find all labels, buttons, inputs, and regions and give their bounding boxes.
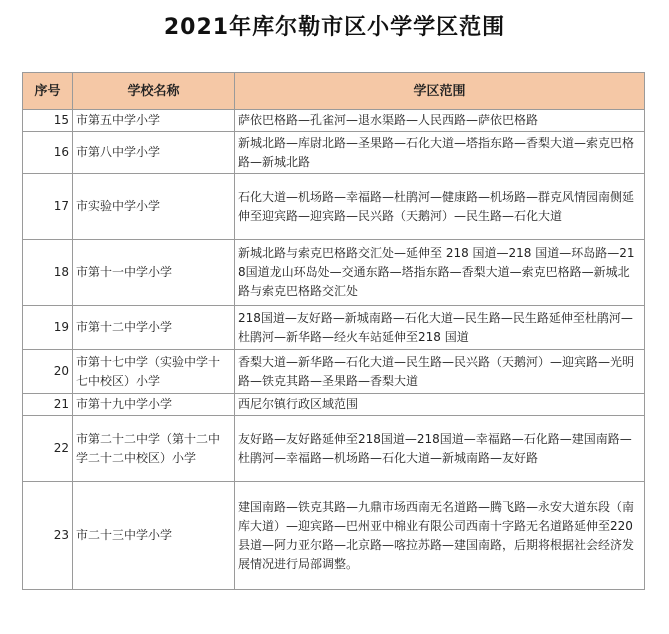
school-name: 市第十七中学（实验中学十七中校区）小学 bbox=[73, 350, 235, 394]
row-number: 18 bbox=[23, 240, 73, 306]
table-row bbox=[23, 482, 645, 590]
table-row bbox=[23, 240, 645, 306]
school-name: 市第十二中学小学 bbox=[73, 306, 235, 350]
table-row bbox=[23, 416, 645, 482]
district-range: 萨依巴格路—孔雀河—退水渠路—人民西路—萨依巴格路 bbox=[235, 110, 645, 132]
school-name: 市第十一中学小学 bbox=[73, 240, 235, 306]
row-number: 19 bbox=[23, 306, 73, 350]
header-number: 序号 bbox=[23, 73, 73, 110]
table-row bbox=[23, 110, 645, 132]
table-row bbox=[23, 394, 645, 416]
district-range: 新城北路—库尉北路—圣果路—石化大道—塔指东路—香梨大道—索克巴格路—新城北路 bbox=[235, 132, 645, 174]
header-school-name: 学校名称 bbox=[73, 73, 235, 110]
district-range: 218国道—友好路—新城南路—石化大道—民生路—民生路延伸至杜鹃河—杜鹃河—新华路—经火车站延伸至218 国道 bbox=[235, 306, 645, 350]
row-number: 20 bbox=[23, 350, 73, 394]
row-number: 23 bbox=[23, 482, 73, 590]
row-number: 21 bbox=[23, 394, 73, 416]
district-range: 香梨大道—新华路—石化大道—民生路—民兴路（天鹅河）—迎宾路—光明路—铁克其路—圣果路—香梨大道 bbox=[235, 350, 645, 394]
page-title: 2021年库尔勒市区小学学区范围 bbox=[163, 15, 506, 40]
school-district-table bbox=[22, 72, 645, 590]
table-row bbox=[23, 132, 645, 174]
table-header-row bbox=[23, 73, 645, 110]
row-number: 17 bbox=[23, 174, 73, 240]
school-name: 市第二十二中学（第十二中学二十二中校区）小学 bbox=[73, 416, 235, 482]
row-number: 22 bbox=[23, 416, 73, 482]
district-range: 友好路—友好路延伸至218国道—218国道—幸福路—石化路—建国南路—杜鹃河—幸福路—机场路—石化大道—新城南路—友好路 bbox=[235, 416, 645, 482]
school-name: 市第十九中学小学 bbox=[73, 394, 235, 416]
row-number: 15 bbox=[23, 110, 73, 132]
table-row bbox=[23, 350, 645, 394]
table-row bbox=[23, 306, 645, 350]
school-name: 市二十三中学小学 bbox=[73, 482, 235, 590]
header-district-range: 学区范围 bbox=[235, 73, 645, 110]
school-name: 市第五中学小学 bbox=[73, 110, 235, 132]
district-range: 石化大道—机场路—幸福路—杜鹃河—健康路—机场路—群克风情园南侧延伸至迎宾路—迎宾路—民兴路（天鹅河）—民生路—石化大道 bbox=[235, 174, 645, 240]
school-name: 市第八中学小学 bbox=[73, 132, 235, 174]
school-name: 市实验中学小学 bbox=[73, 174, 235, 240]
district-range: 建国南路—铁克其路—九鼎市场西南无名道路—腾飞路—永安大道东段（南库大道）—迎宾路—巴州亚中棉业有限公司西南十字路无名道路延伸至220县道—阿力亚尔路—北京路—喀拉苏路—建国南路，后期将根据社会经济发展情况进行局部调整。 bbox=[235, 482, 645, 590]
table-row bbox=[23, 174, 645, 240]
row-number: 16 bbox=[23, 132, 73, 174]
district-range: 西尼尔镇行政区域范围 bbox=[235, 394, 645, 416]
district-range: 新城北路与索克巴格路交汇处—延伸至 218 国道—218 国道—环岛路—218国道龙山环岛处—交通东路—塔指东路—香梨大道—索克巴格路—新城北路与索克巴格路交汇处 bbox=[235, 240, 645, 306]
